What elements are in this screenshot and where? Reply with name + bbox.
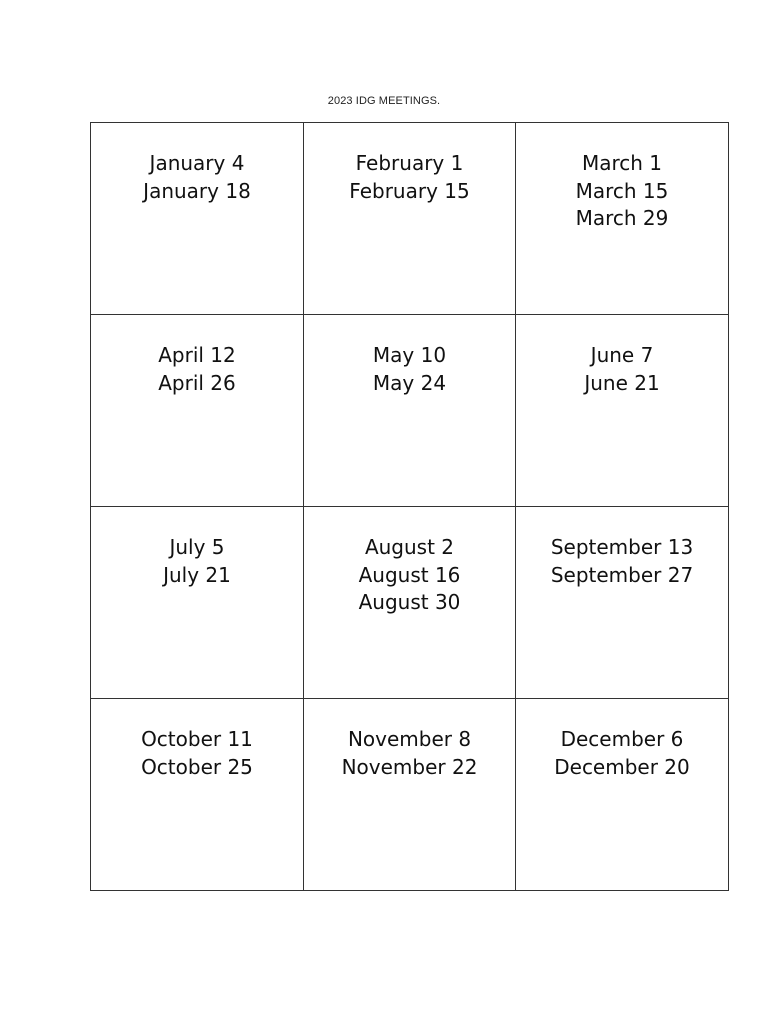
month-cell-june <box>516 315 729 507</box>
page-title: 2023 IDG MEETINGS. <box>327 95 441 107</box>
meeting-date: March 1 <box>581 151 663 175</box>
meeting-date: July 21 <box>163 562 231 587</box>
meeting-date: December 6 <box>560 727 684 751</box>
month-cell-january <box>91 123 304 315</box>
month-cell-october <box>91 699 304 891</box>
meeting-date: August 30 <box>358 590 461 614</box>
meeting-date: May 10 <box>372 343 447 367</box>
month-cell-march <box>516 123 729 315</box>
meeting-date: April 12 <box>158 343 236 367</box>
meeting-date: March 29 <box>575 206 669 230</box>
meeting-date: January 4 <box>149 151 245 175</box>
meeting-date: December 20 <box>554 754 690 779</box>
meeting-date: February 1 <box>355 151 464 175</box>
meeting-date: May 24 <box>372 370 447 395</box>
month-cell-february <box>304 123 516 315</box>
meetings-table <box>90 122 729 891</box>
meeting-date: October 11 <box>141 727 253 751</box>
month-cell-august <box>304 507 516 699</box>
month-cell-april <box>91 315 304 507</box>
meeting-date: November 22 <box>341 754 478 779</box>
month-cell-may <box>304 315 516 507</box>
meeting-date: September 27 <box>550 562 694 587</box>
month-cell-september <box>516 507 729 699</box>
month-cell-november <box>304 699 516 891</box>
meeting-date: October 25 <box>141 754 253 779</box>
meeting-date: June 7 <box>590 343 654 367</box>
meeting-date: August 16 <box>358 562 461 587</box>
meeting-date: March 15 <box>575 178 669 203</box>
meeting-date: February 15 <box>349 178 470 203</box>
meeting-date: September 13 <box>550 535 694 559</box>
meeting-date: June 21 <box>584 370 660 395</box>
month-cell-december <box>516 699 729 891</box>
meeting-date: August 2 <box>364 535 455 559</box>
meeting-date: January 18 <box>143 178 251 203</box>
meeting-date: April 26 <box>158 370 236 395</box>
meeting-date: November 8 <box>347 727 472 751</box>
month-cell-july <box>91 507 304 699</box>
meeting-date: July 5 <box>169 535 225 559</box>
